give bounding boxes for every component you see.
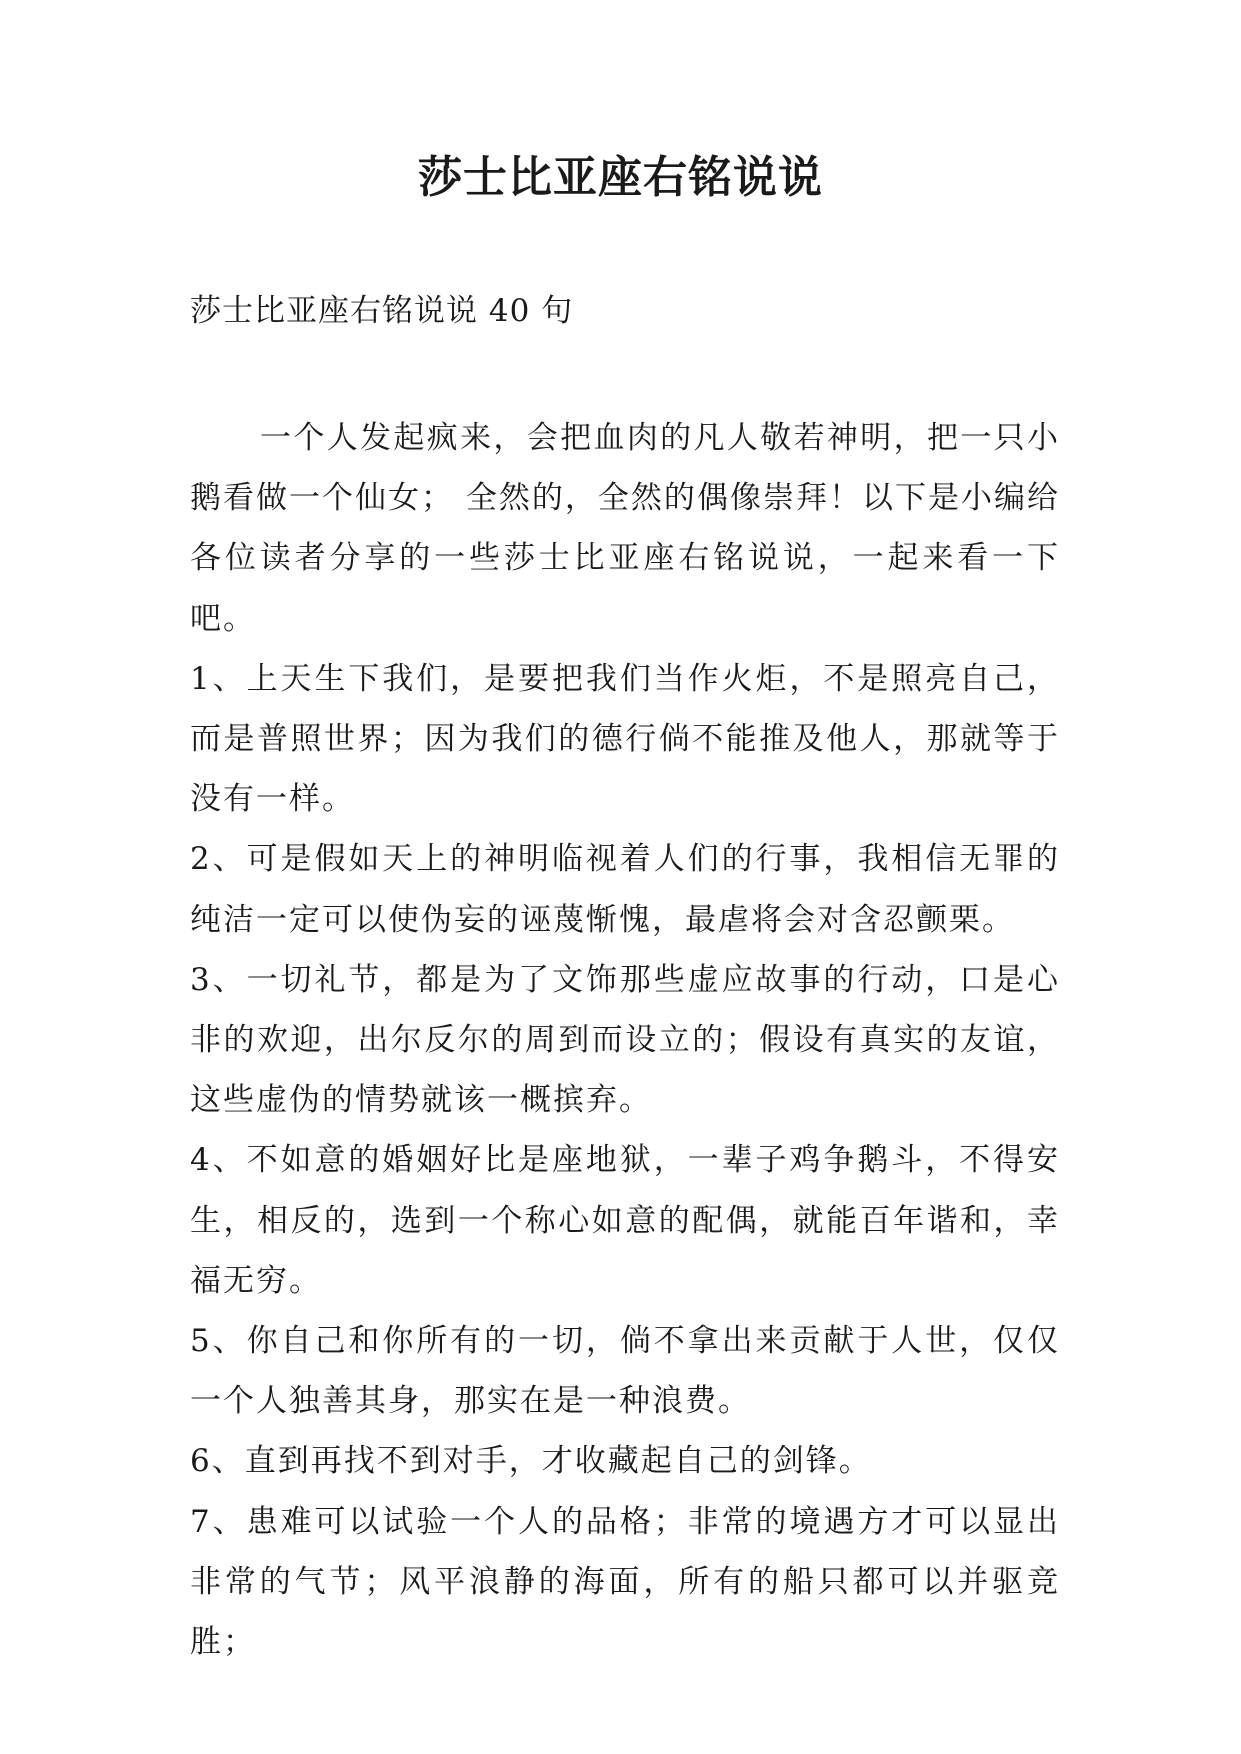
document-body [190, 408, 1060, 1672]
document-subtitle: 莎士比亚座右铭说说 40 句 [190, 293, 574, 329]
quote-item-5: 5、你自己和你所有的一切，倘不拿出来贡献于人世，仅仅一个人独善其身，那实在是一种浪费。 [190, 1323, 1060, 1420]
quote-item-4: 4、不如意的婚姻好比是座地狱，一辈子鸡争鹅斗，不得安生，相反的，选到一个称心如意的配偶，就能百年谐和，幸福无穷。 [190, 1142, 1060, 1299]
quote-item-7: 7、患难可以试验一个人的品格；非常的境遇方才可以显出非常的气节；风平浪静的海面，所有的船只都可以并驱竞胜； [190, 1503, 1060, 1661]
quote-item-6: 6、直到再找不到对手，才收藏起自己的剑锋。 [190, 1443, 872, 1480]
quote-item-3: 3、一切礼节，都是为了文饰那些虚应故事的行动，口是心非的欢迎，出尔反尔的周到而设立的；假设有真实的友谊，这些虚伪的情势就该一概摈弃。 [190, 961, 1060, 1119]
document-title: 莎士比亚座右铭说说 [418, 152, 823, 203]
intro-paragraph: 一个人发起疯来，会把血肉的凡人敬若神明，把一只小鹅看做一个仙女； 全然的，全然的偶像崇拜！以下是小编给各位读者分享的一些莎士比亚座右铭说说，一起来看一下吧。 [190, 420, 1060, 637]
quote-item-2: 2、可是假如天上的神明临视着人们的行事，我相信无罪的纯洁一定可以使伪妄的诬蔑惭愧，最虐将会对含忍颤栗。 [190, 841, 1060, 938]
quote-item-1: 1、上天生下我们，是要把我们当作火炬，不是照亮自己，而是普照世界；因为我们的德行倘不能推及他人，那就等于没有一样。 [190, 660, 1060, 818]
